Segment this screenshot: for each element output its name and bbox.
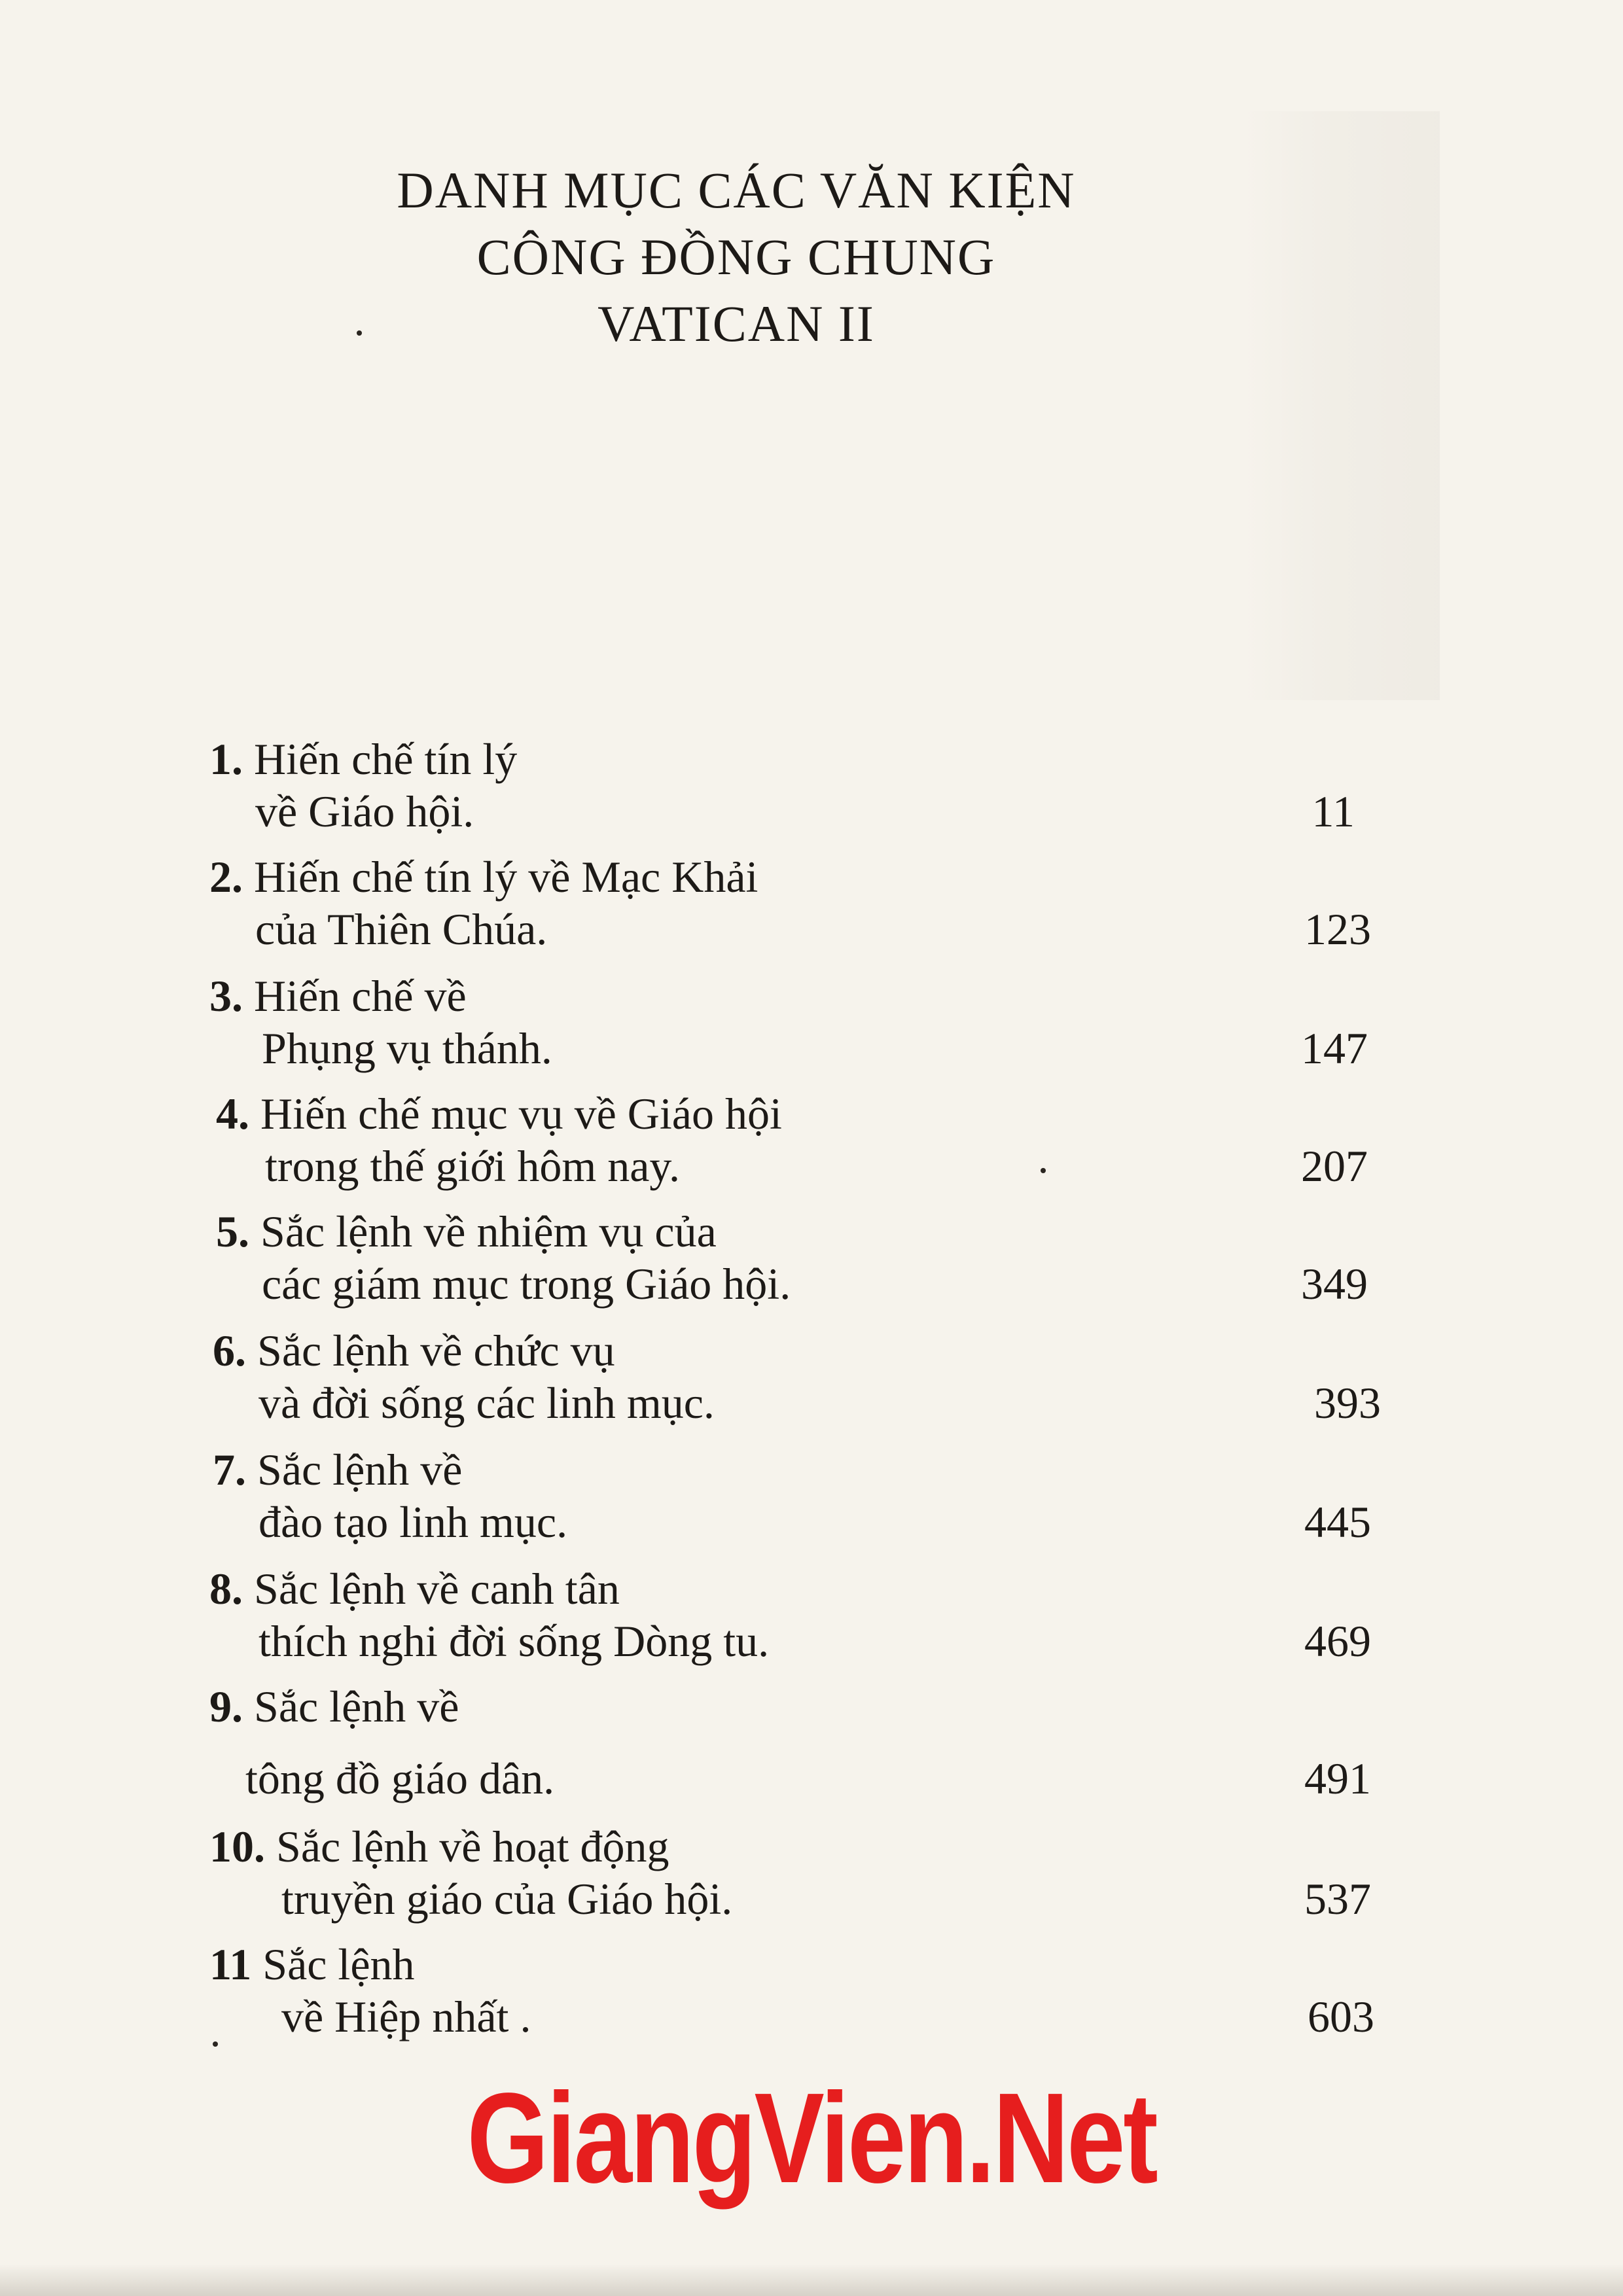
entry-number: 7. xyxy=(213,1445,246,1494)
entry-page: 469 xyxy=(1304,1616,1371,1666)
entry-line-2: về Giáo hội. xyxy=(255,786,474,836)
entry-number: 11 xyxy=(209,1939,252,1989)
entry-page: 147 xyxy=(1301,1023,1368,1073)
entry-line-1: Sắc lệnh xyxy=(262,1939,415,1989)
entry-line-1: Sắc lệnh về xyxy=(254,1682,459,1731)
speck xyxy=(357,330,362,336)
page-bottom-edge xyxy=(0,2264,1623,2296)
entry-line-2: Phụng vụ thánh. xyxy=(262,1023,552,1073)
speck xyxy=(1041,1168,1046,1173)
entry-number: 4. xyxy=(216,1089,249,1139)
entry-page: 445 xyxy=(1304,1497,1371,1547)
entry-line-2: của Thiên Chúa. xyxy=(255,904,548,954)
entry-number: 6. xyxy=(213,1326,246,1375)
entry-page: 11 xyxy=(1311,786,1355,836)
entry-line-1: Sắc lệnh về canh tân xyxy=(254,1564,620,1614)
entry-number: 5. xyxy=(216,1207,249,1256)
title-line-2: CÔNG ĐỒNG CHUNG xyxy=(476,228,996,285)
entry-line-2: truyền giáo của Giáo hội. xyxy=(281,1874,733,1924)
entry-number: 2. xyxy=(209,852,243,902)
entry-number: 10. xyxy=(209,1822,265,1871)
title-line-3: VATICAN II xyxy=(597,295,875,352)
entry-page: 393 xyxy=(1314,1378,1381,1428)
entry-number: 8. xyxy=(209,1564,243,1614)
entry-number: 9. xyxy=(209,1682,243,1731)
entry-line-1: Sắc lệnh về chức vụ xyxy=(257,1326,615,1375)
page-title xyxy=(0,157,1472,357)
entry-line-2: về Hiệp nhất . xyxy=(281,1992,531,2041)
speck xyxy=(213,2041,218,2047)
entry-page: 123 xyxy=(1304,904,1371,954)
entry-line-1: Hiến chế tín lý xyxy=(254,734,518,784)
entry-line-1: Hiến chế tín lý về Mạc Khải xyxy=(254,852,758,902)
entry-line-2: thích nghi đời sống Dòng tu. xyxy=(259,1616,770,1666)
title-line-1: DANH MỤC CÁC VĂN KIỆN xyxy=(397,162,1076,219)
entry-page: 603 xyxy=(1308,1992,1374,2041)
entry-line-1: Sắc lệnh về hoạt động xyxy=(276,1822,669,1871)
entry-line-2: trong thế giới hôm nay. xyxy=(265,1141,681,1191)
entry-line-2: các giám mục trong Giáo hội. xyxy=(262,1259,791,1309)
entry-page: 491 xyxy=(1304,1754,1371,1803)
entry-line-2: đào tạo linh mục. xyxy=(259,1497,568,1547)
entry-line-2: và đời sống các linh mục. xyxy=(259,1378,715,1428)
entry-number: 1. xyxy=(209,734,243,784)
entry-page: 349 xyxy=(1301,1259,1368,1309)
watermark-logo: GiangVien.Net xyxy=(467,2066,1156,2210)
entry-line-1: Sắc lệnh về xyxy=(257,1445,463,1494)
entry-line-1: Hiến chế mục vụ về Giáo hội xyxy=(260,1089,782,1139)
entry-line-2: tông đồ giáo dân. xyxy=(245,1754,555,1803)
entry-number: 3. xyxy=(209,971,243,1021)
entry-line-1: Hiến chế về xyxy=(254,971,467,1021)
entry-page: 537 xyxy=(1304,1874,1371,1924)
entry-line-1: Sắc lệnh về nhiệm vụ của xyxy=(260,1207,717,1256)
entry-page: 207 xyxy=(1301,1141,1368,1191)
